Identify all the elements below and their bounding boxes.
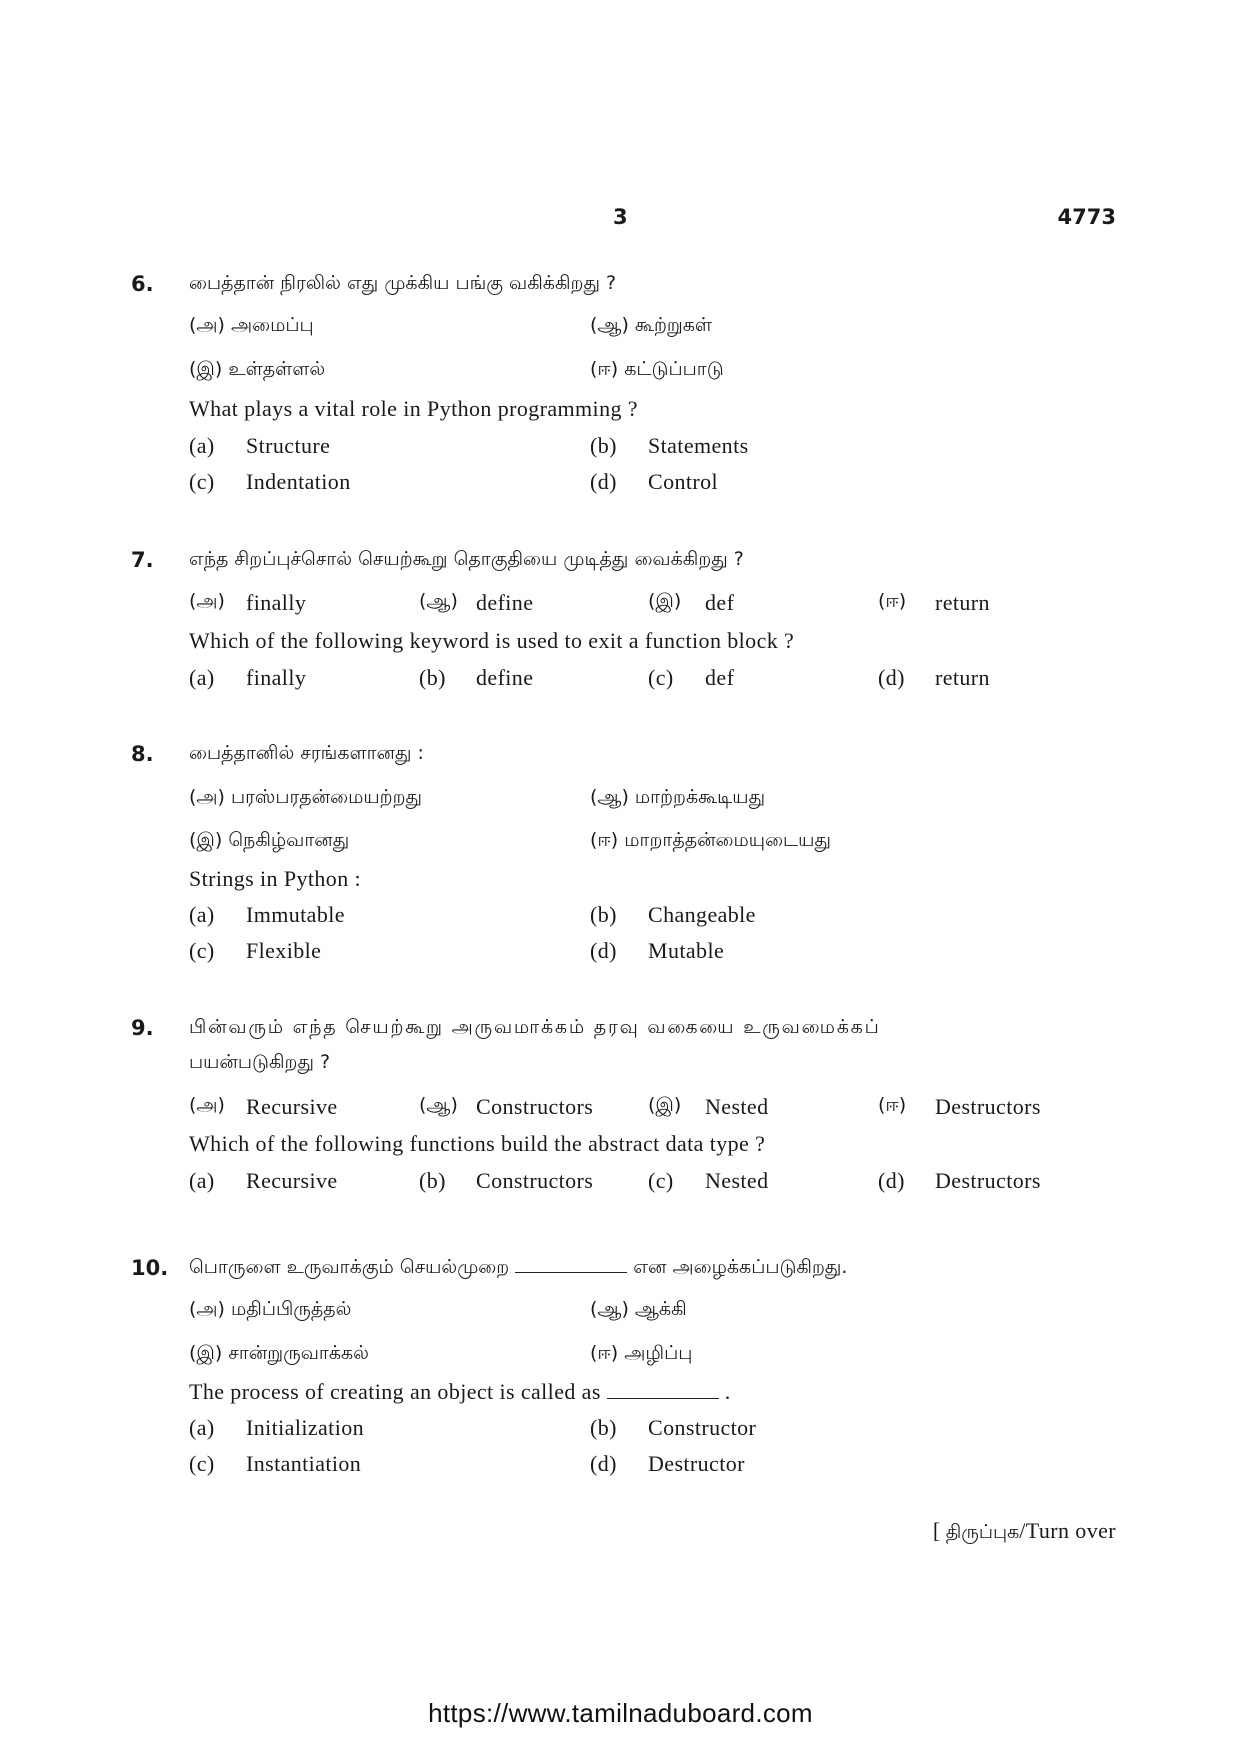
website-url: https://www.tamilnaduboard.com [428, 1698, 813, 1728]
option-label: (d) [590, 938, 617, 963]
turn-over-note [933, 1518, 1116, 1546]
option-text: Constructors [476, 1094, 594, 1119]
tamil-option-a: (அ) அமைப்பு [189, 314, 314, 336]
turn-over-english: /Turn over [1019, 1518, 1116, 1543]
paper-code: 4773 [1057, 205, 1116, 229]
option-label: (ஈ) [878, 1094, 907, 1116]
tamil-question: எந்த சிறப்புச்சொல் செயற்கூறு தொகுதியை முடித்து வைக்கிறது ? [189, 548, 744, 570]
option-label: (அ) [189, 590, 225, 612]
option-text: Indentation [246, 469, 351, 494]
option-label: (b) [590, 1415, 617, 1440]
tamil-option-d: (ஈ) கட்டுப்பாடு [590, 358, 724, 380]
option-text: def [705, 590, 735, 615]
option-text: Instantiation [246, 1451, 362, 1476]
question-number: 9. [131, 1016, 154, 1040]
option-label: (c) [648, 1168, 674, 1193]
option-label: (b) [590, 902, 617, 927]
tamil-option-b: (ஆ) கூற்றுகள் [590, 314, 713, 336]
tamil-question [189, 1256, 847, 1281]
tamil-option-b: (ஆ) ஆக்கி [590, 1298, 687, 1320]
option-label: (c) [189, 1451, 215, 1476]
option-label: (ஆ) [419, 590, 458, 612]
option-text: return [935, 665, 990, 690]
option-label: (ஆ) [419, 1094, 458, 1116]
tamil-option-b: (ஆ) மாற்றக்கூடியது [590, 786, 766, 808]
english-question: Strings in Python : [189, 866, 362, 891]
option-text: finally [246, 590, 307, 615]
option-text: Destructors [935, 1168, 1041, 1193]
english-question-text: The process of creating an object is called as [189, 1379, 601, 1404]
english-question: Which of the following keyword is used to exit a function block ? [189, 628, 795, 653]
question-number: 7. [131, 548, 154, 572]
page-number: 3 [613, 205, 628, 229]
option-text: Nested [705, 1094, 769, 1119]
option-label: (a) [189, 902, 215, 927]
english-question: Which of the following functions build the abstract data type ? [189, 1131, 766, 1156]
option-text: define [476, 590, 534, 615]
option-text: Destructor [648, 1451, 745, 1476]
tamil-option-d: (ஈ) மாறாத்தன்மையுடையது [590, 829, 831, 851]
question-number: 8. [131, 742, 154, 766]
english-question-end: . [724, 1379, 731, 1404]
option-label: (d) [590, 1451, 617, 1476]
option-text: Immutable [246, 902, 345, 927]
option-text: Recursive [246, 1168, 338, 1193]
option-text: Structure [246, 433, 331, 458]
option-label: (c) [648, 665, 674, 690]
option-label: (b) [419, 1168, 446, 1193]
option-label: (c) [189, 469, 215, 494]
question-number: 10. [131, 1256, 169, 1280]
option-label: (d) [878, 665, 905, 690]
question-number: 6. [131, 272, 154, 296]
english-question [189, 1379, 731, 1405]
option-text: Initialization [246, 1415, 365, 1440]
option-label: (இ) [648, 1094, 682, 1116]
option-label: (a) [189, 665, 215, 690]
option-text: def [705, 665, 735, 690]
option-label: (d) [878, 1168, 905, 1193]
option-text: Changeable [648, 902, 756, 927]
option-label: (b) [590, 433, 617, 458]
option-text: Constructor [648, 1415, 757, 1440]
option-label: (ஈ) [878, 590, 907, 612]
tamil-option-c: (இ) சான்றுருவாக்கல் [189, 1342, 369, 1364]
option-text: Flexible [246, 938, 322, 963]
option-text: Statements [648, 433, 749, 458]
fill-in-blank [515, 1256, 627, 1273]
tamil-option-a: (அ) பரஸ்பரதன்மையற்றது [189, 786, 423, 808]
tamil-question-line-1: பின்வரும் எந்த செயற்கூறு அருவமாக்கம் தரவு வகையை உருவமைக்கப் [189, 1016, 881, 1038]
option-text: define [476, 665, 534, 690]
option-text: Constructors [476, 1168, 594, 1193]
option-label: (a) [189, 1168, 215, 1193]
option-text: Destructors [935, 1094, 1041, 1119]
english-question: What plays a vital role in Python programming ? [189, 396, 638, 421]
fill-in-blank [607, 1382, 719, 1399]
option-label: (d) [590, 469, 617, 494]
tamil-option-c: (இ) உள்தள்ளல் [189, 358, 326, 380]
tamil-question: பைத்தானில் சரங்களானது : [189, 742, 424, 764]
option-text: finally [246, 665, 307, 690]
option-text: Mutable [648, 938, 725, 963]
option-label: (b) [419, 665, 446, 690]
option-text: return [935, 590, 990, 615]
turn-over-tamil: திருப்புக [945, 1521, 1020, 1543]
page-header [0, 205, 1241, 235]
option-label: (இ) [648, 590, 682, 612]
tamil-question-line-2: பயன்படுகிறது ? [189, 1051, 331, 1073]
tamil-question-end: என அழைக்கப்படுகிறது. [633, 1256, 848, 1278]
option-text: Recursive [246, 1094, 338, 1119]
option-label: (a) [189, 433, 215, 458]
option-text: Control [648, 469, 719, 494]
tamil-option-d: (ஈ) அழிப்பு [590, 1342, 693, 1364]
option-label: (a) [189, 1415, 215, 1440]
tamil-option-a: (அ) மதிப்பிருத்தல் [189, 1298, 352, 1320]
option-label: (c) [189, 938, 215, 963]
tamil-option-c: (இ) நெகிழ்வானது [189, 829, 350, 851]
tamil-question: பைத்தான் நிரலில் எது முக்கிய பங்கு வகிக்கிறது ? [189, 272, 617, 294]
tamil-question-start: பொருளை உருவாக்கும் செயல்முறை [189, 1256, 510, 1278]
turn-over-bracket: [ [932, 1518, 941, 1543]
option-text: Nested [705, 1168, 769, 1193]
option-label: (அ) [189, 1094, 225, 1116]
